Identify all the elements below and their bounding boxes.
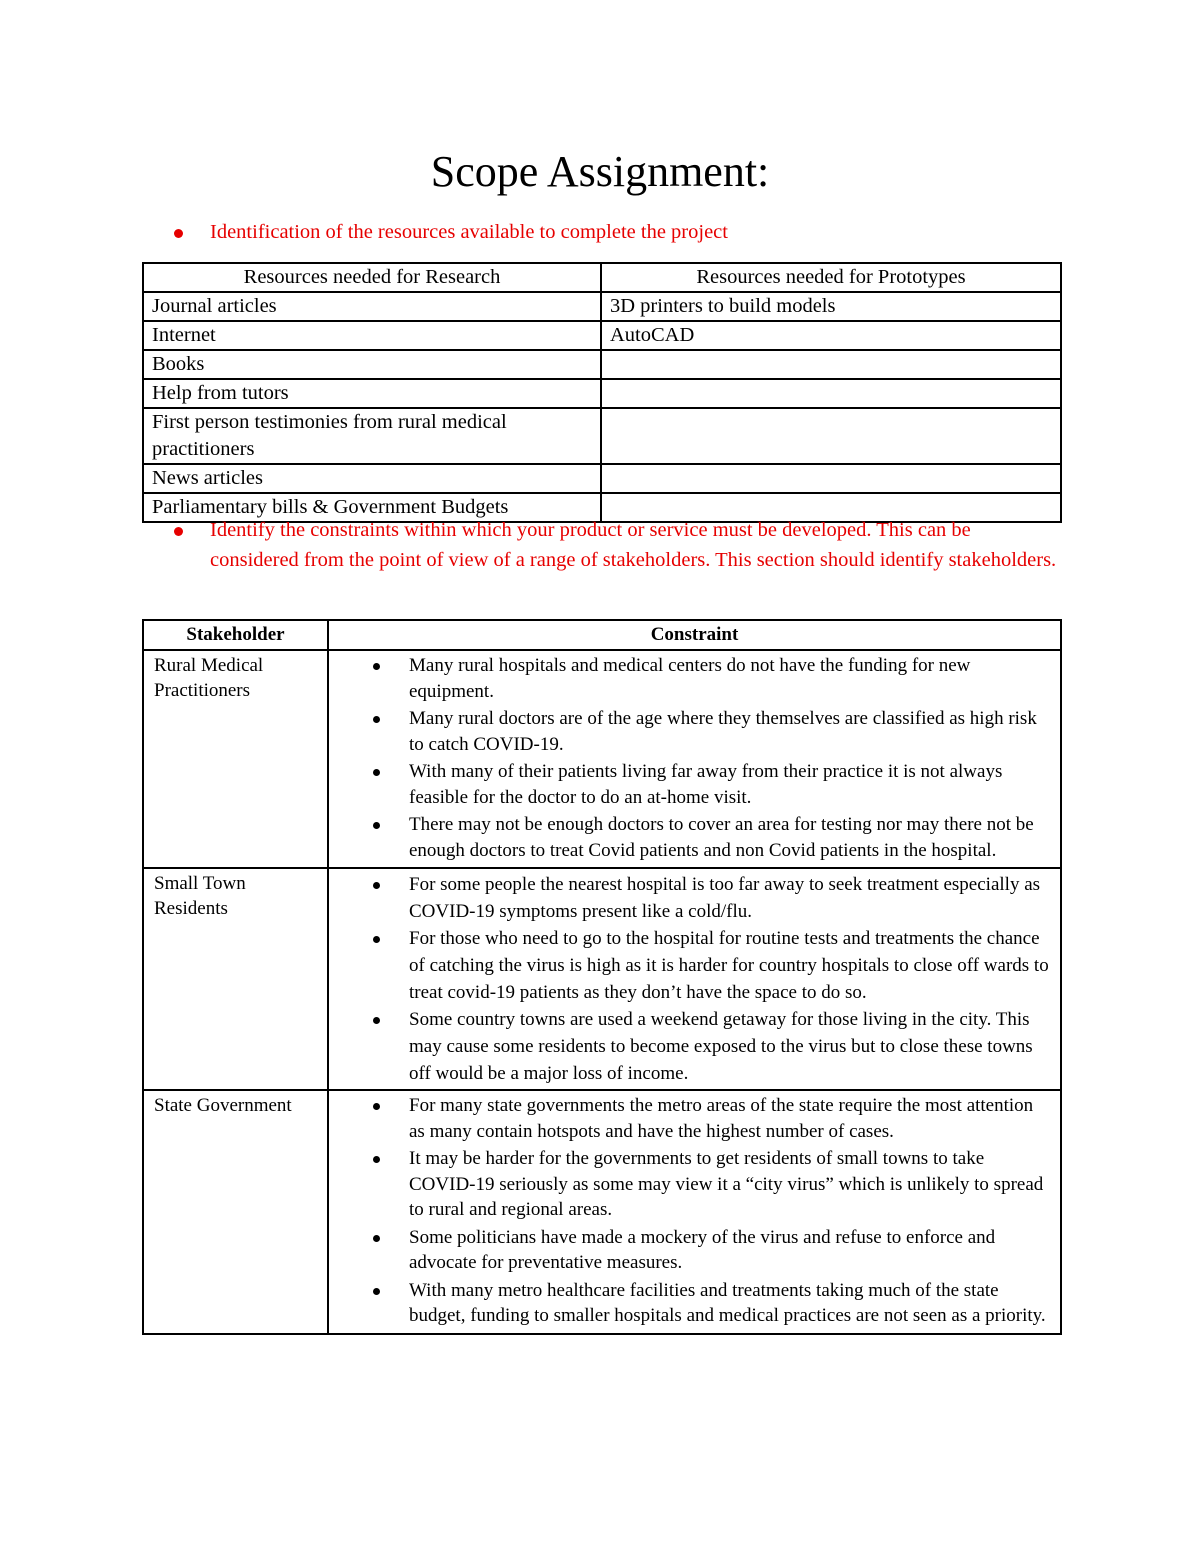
list-item [335, 1146, 1050, 1223]
table-row [143, 464, 1061, 493]
constraint-text: Some country towns are used a weekend getaway for those living in the city. This may cause some residents to become exposed to the virus but to close these towns off would be a major loss of income. [409, 1009, 1033, 1084]
table-row [143, 321, 1061, 350]
constraint-text: Many rural doctors are of the age where they themselves are classified as high risk to catch COVID-19. [409, 708, 1037, 755]
prototype-cell: 3D printers to build models [601, 292, 1061, 321]
constraint-text: For those who need to go to the hospital for routine tests and treatments the chance of catching the virus is high as it is harder for country hospitals to close off wards to treat covid-19 patients as they don’t have the space to do so. [409, 928, 1049, 1003]
research-cell: News articles [143, 464, 601, 493]
prototype-cell [601, 408, 1061, 464]
bullet-icon [373, 936, 380, 943]
list-item [335, 1006, 1050, 1087]
instruction-text: Identification of the resources available to complete the project [210, 221, 728, 243]
bullet-icon [174, 229, 183, 238]
table-row [143, 379, 1061, 408]
bullet-icon [373, 1156, 380, 1163]
prototype-cell [601, 464, 1061, 493]
research-cell: Internet [143, 321, 601, 350]
bullet-icon [373, 822, 380, 829]
prototype-cell: AutoCAD [601, 321, 1061, 350]
table-row [143, 292, 1061, 321]
list-item [335, 706, 1050, 757]
list-item [335, 653, 1050, 704]
stakeholder-cell: Rural Medical Practitioners [143, 650, 328, 868]
table-header-row [143, 620, 1061, 650]
list-item [335, 1278, 1050, 1329]
stakeholder-cell: State Government [143, 1090, 328, 1334]
bullet-icon [174, 527, 183, 536]
list-item [335, 812, 1050, 863]
bullet-icon [373, 1288, 380, 1295]
bullet-icon [373, 1017, 380, 1024]
bullet-icon [373, 716, 380, 723]
table-row [143, 408, 1061, 464]
constraint-text: For many state governments the metro areas of the state require the most attention as many contain hotspots and have the highest number of cases. [409, 1095, 1034, 1142]
header-constraint: Constraint [328, 620, 1061, 650]
research-cell: Books [143, 350, 601, 379]
resources-instruction [142, 218, 1062, 248]
table-row [143, 1090, 1061, 1334]
list-item [335, 1225, 1050, 1276]
header-research: Resources needed for Research [143, 263, 601, 292]
list-item [142, 218, 1062, 248]
table-row [143, 650, 1061, 868]
prototype-cell [601, 350, 1061, 379]
list-item [335, 871, 1050, 925]
list-item [335, 759, 1050, 810]
constraint-text: Many rural hospitals and medical centers do not have the funding for new equipment. [409, 655, 971, 702]
research-cell: Journal articles [143, 292, 601, 321]
prototype-cell [601, 379, 1061, 408]
constraint-list [335, 653, 1050, 863]
instruction-text: Identify the constraints within which your product or service must be developed. This can be considered from the point of view of a range of stakeholders. This section should identify stakeholders. [210, 519, 1057, 571]
stakeholder-cell: Small Town Residents [143, 868, 328, 1090]
bullet-icon [373, 1235, 380, 1242]
header-stakeholder: Stakeholder [143, 620, 328, 650]
research-cell: First person testimonies from rural medical practitioners [143, 408, 601, 464]
constraint-text: Some politicians have made a mockery of the virus and refuse to enforce and advocate for preventative measures. [409, 1226, 996, 1273]
constraint-cell [328, 868, 1061, 1090]
constraint-text: With many metro healthcare facilities and treatments taking much of the state budget, funding to smaller hospitals and medical practices are not seen as a priority. [409, 1279, 1046, 1326]
bullet-icon [373, 1103, 380, 1110]
constraints-table [142, 619, 1062, 1335]
constraints-instruction [142, 516, 1062, 575]
table-header-row [143, 263, 1061, 292]
header-prototypes: Resources needed for Prototypes [601, 263, 1061, 292]
constraint-list [335, 871, 1050, 1087]
bullet-icon [373, 769, 380, 776]
list-item [142, 516, 1062, 575]
constraint-list [335, 1093, 1050, 1329]
table-row [143, 868, 1061, 1090]
constraint-text: For some people the nearest hospital is too far away to seek treatment especially as COVID-19 symptoms present like a cold/flu. [409, 874, 1041, 922]
constraint-cell [328, 1090, 1061, 1334]
list-item [335, 1093, 1050, 1144]
constraint-text: It may be harder for the governments to get residents of small towns to take COVID-19 seriously as some may view it a “city virus” which is unlikely to spread to rural and regional areas. [409, 1148, 1044, 1220]
bullet-icon [373, 882, 380, 889]
list-item [335, 925, 1050, 1006]
constraint-cell [328, 650, 1061, 868]
research-cell: Help from tutors [143, 379, 601, 408]
research-cell: Parliamentary bills & Government Budgets [143, 493, 601, 522]
resources-table [142, 262, 1062, 523]
table-row [143, 350, 1061, 379]
constraint-text: With many of their patients living far away from their practice it is not always feasible for the doctor to do an at-home visit. [409, 761, 1003, 808]
bullet-icon [373, 663, 380, 670]
constraint-text: There may not be enough doctors to cover an area for testing nor may there not be enough doctors to treat Covid patients and non Covid patients in the hospital. [409, 814, 1034, 861]
page-title: Scope Assignment: [430, 147, 770, 196]
